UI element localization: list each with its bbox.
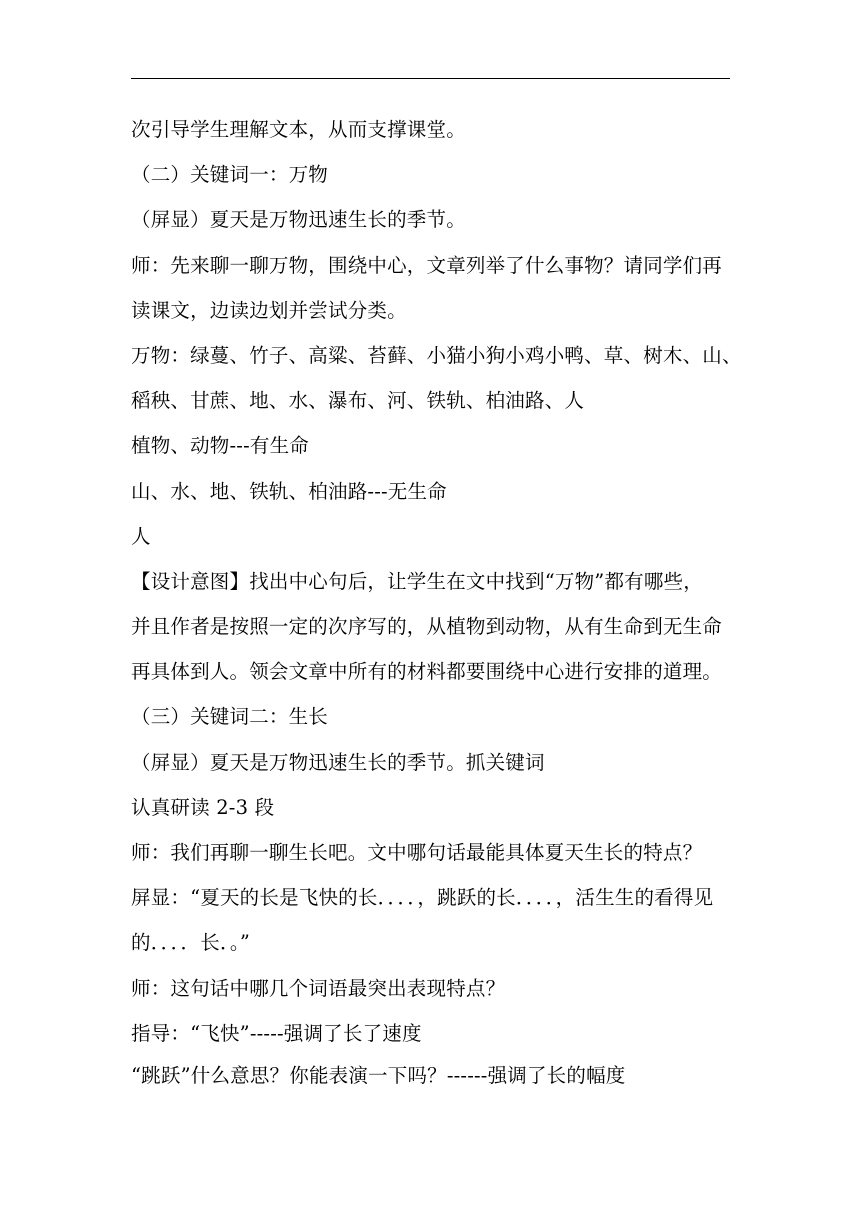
section-heading-keyword-1: （二）关键词一：万物 xyxy=(131,163,329,187)
paragraph-line-6: 万物：绿蔓、竹子、高粱、苔藓、小猫小狗小鸡小鸭、草、树木、山、 xyxy=(131,343,742,367)
paragraph-line-5: 读课文，边读边划并尝试分类。 xyxy=(131,298,407,322)
paragraph-line-17: 师：我们再聊一聊生长吧。文中哪句话最能具体夏天生长的特点？ xyxy=(131,841,703,864)
paragraph-line-3: （屏显）夏天是万物迅速生长的季节。 xyxy=(131,208,466,232)
design-intent-line-2: 并且作者是按照一定的次序写的，从植物到动物，从有生命到无生命 xyxy=(131,615,723,639)
paragraph-line-16: 认真研读 2-3 段 xyxy=(131,795,275,819)
paragraph-line-7: 稻秧、甘蔗、地、水、瀑布、河、铁轨、柏油路、人 xyxy=(131,389,585,413)
header-rule xyxy=(131,78,730,79)
paragraph-line-19: 的．．．．长．。” xyxy=(131,931,251,955)
design-intent-line-3: 再具体到人。领会文章中所有的材料都要围绕中心进行安排的道理。 xyxy=(131,660,723,684)
paragraph-line-21: 指导：“飞快”-----强调了长了速度 xyxy=(131,1021,422,1045)
paragraph-line-22: “跳跃”什么意思？你能表演一下吗？------强调了长的幅度 xyxy=(131,1063,626,1087)
paragraph-line-4: 师：先来聊一聊万物，围绕中心，文章列举了什么事物？请同学们再 xyxy=(131,253,723,277)
paragraph-line-9: 山、水、地、铁轨、柏油路---无生命 xyxy=(131,479,447,503)
document-body xyxy=(131,107,742,1096)
design-intent-line-1: 【设计意图】找出中心句后，让学生在文中找到“万物”都有哪些， xyxy=(131,569,703,593)
paragraph-line-20: 师：这句话中哪几个词语最突出表现特点？ xyxy=(131,976,506,1000)
paragraph-line-1: 次引导学生理解文本，从而支撑课堂。 xyxy=(131,118,466,141)
paragraph-line-18: 屏显：“夏天的长是飞快的长．．．．，跳跃的长．．．．，活生生的看得见 xyxy=(131,886,714,910)
section-heading-keyword-2: （三）关键词二：生长 xyxy=(131,705,329,729)
paragraph-line-15: （屏显）夏天是万物迅速生长的季节。抓关键词 xyxy=(131,750,545,774)
paragraph-line-8: 植物、动物---有生命 xyxy=(131,434,309,458)
paragraph-line-10: 人 xyxy=(131,524,151,548)
